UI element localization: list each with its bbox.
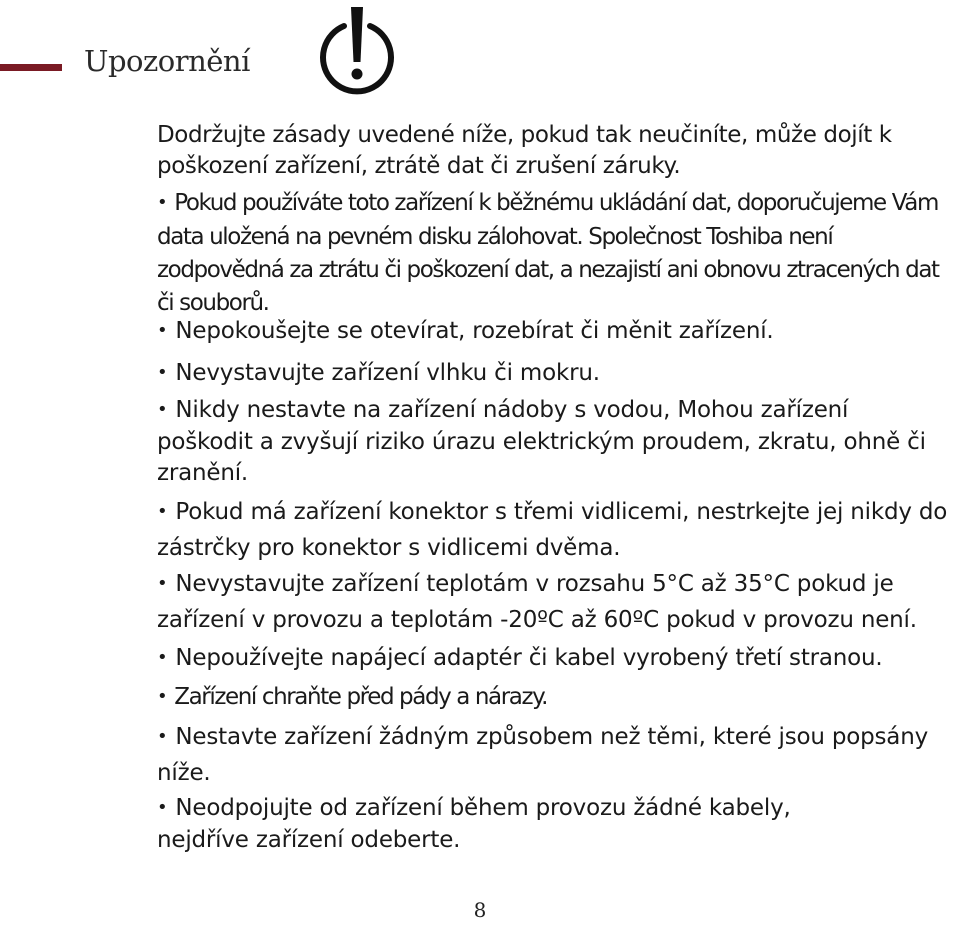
list-item: • Nevystavujte zařízení teplotám v rozsahu 5°C až 35°C pokud je zařízení v provozu a teplotám -20ºC až 60ºC pokud v provozu není. (157, 571, 917, 633)
page-title: Upozornění (84, 44, 250, 78)
bullet-icon: • (157, 726, 168, 747)
bullet-icon: • (157, 501, 168, 522)
bullet-icon: • (157, 647, 168, 668)
warning-exclamation-icon (316, 4, 398, 102)
bullet-icon: • (157, 573, 168, 594)
list-item: • Nevystavujte zařízení vlhku či mokru. (157, 360, 600, 386)
bullet-icon: • (157, 192, 167, 213)
bullet-icon: • (157, 686, 167, 707)
bullet-icon: • (157, 362, 168, 383)
list-item: • Nikdy nestavte na zařízení nádoby s vodou, Mohou zařízení poškodit a zvyšují riziko úrazu elektrickým proudem, zkratu, ohně či zranění. (157, 397, 926, 486)
bullet-icon: • (157, 320, 168, 341)
bullet-icon: • (157, 797, 168, 818)
list-item: • Nestavte zařízení žádným způsobem než těmi, které jsou popsány níže. (157, 724, 928, 786)
list-item: • Zařízení chraňte před pády a nárazy. (157, 684, 548, 710)
list-item: • Nepokoušejte se otevírat, rozebírat či měnit zařízení. (157, 318, 774, 344)
list-item: • Nepoužívejte napájecí adaptér či kabel vyrobený třetí stranou. (157, 645, 883, 671)
page-number: 8 (473, 898, 487, 922)
header-accent-bar (0, 64, 62, 71)
bullet-icon: • (157, 399, 168, 420)
list-item: • Neodpojujte od zařízení během provozu žádné kabely, nejdříve zařízení odeberte. (157, 795, 791, 853)
intro-paragraph: Dodržujte zásady uvedené níže, pokud tak neučiníte, může dojít k poškození zařízení, ztrátě dat či zrušení záruky. (157, 122, 892, 179)
list-item: • Pokud má zařízení konektor s třemi vidlicemi, nestrkejte jej nikdy do zástrčky pro konektor s vidlicemi dvěma. (157, 499, 948, 561)
list-item: • Pokud používáte toto zařízení k běžnému ukládání dat, doporučujeme Vám data uložená na pevném disku zálohovat. Společnost Toshiba není zodpovědná za ztrátu či poškození dat, a nezajistí ani obnovu ztracených dat či souborů. (157, 190, 939, 316)
